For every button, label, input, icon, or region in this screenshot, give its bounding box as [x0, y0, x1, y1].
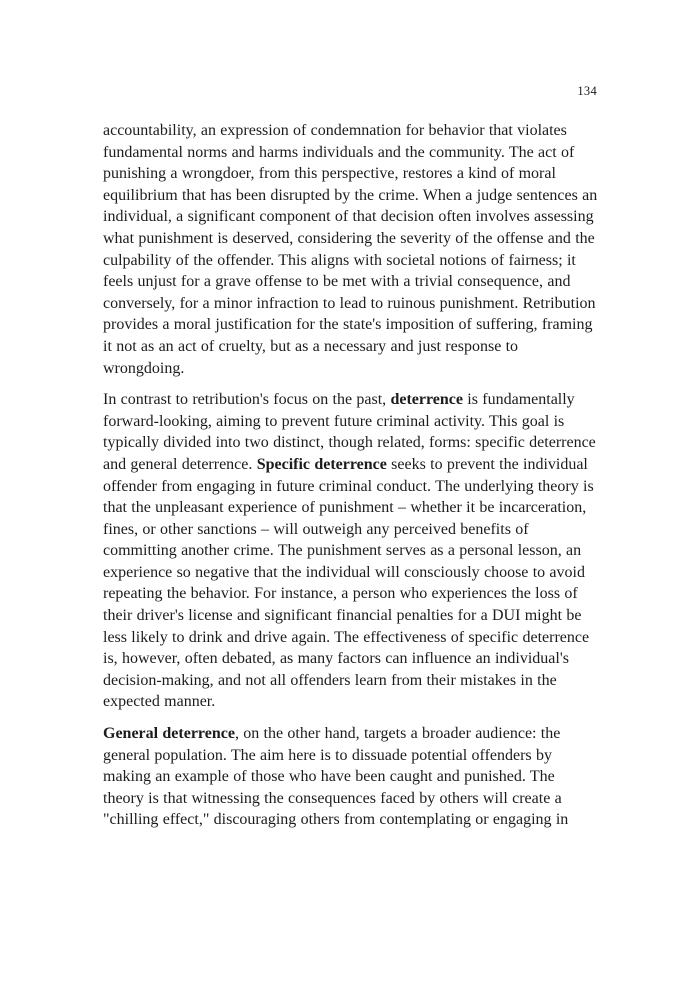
paragraph	[103, 389, 599, 713]
page-number: 134	[577, 84, 597, 98]
bold-text-run: deterrence	[390, 391, 463, 409]
paragraph	[103, 120, 599, 379]
bold-text-run: Specific deterrence	[256, 455, 387, 473]
paragraph	[103, 723, 599, 831]
text-run: In contrast to retribution's focus on the past,	[103, 391, 391, 409]
text-run: , on the other hand, targets a broader audience: the general population. The aim here is to dissuade potential offenders by making an example of those who have been caught and punished. The theory is that witnessing the consequences faced by others will create a "chilling effect," discouraging others from contemplating or engaging in	[103, 725, 569, 829]
text-run: seeks to prevent the individual offender from engaging in future criminal conduct. The underlying theory is that the unpleasant experience of punishment – whether it be incarceration, fines, or other sanctions – will outweigh any perceived benefits of committing another crime. The punishment serves as a personal lesson, an experience so negative that the individual will consciously choose to avoid repeating the behavior. For instance, a person who experiences the loss of their driver's license and significant financial penalties for a DUI might be less likely to drink and drive again. The effectiveness of specific deterrence is, however, often debated, as many factors can influence an individual's decision-making, and not all offenders learn from their mistakes in the expected manner.	[103, 455, 594, 711]
text-run: is fundamentally forward-looking, aiming to prevent future criminal activity. This goal is typically divided into two distinct, though related, forms: specific deterrence and general deterrence.	[103, 391, 596, 473]
page-content	[103, 120, 599, 841]
text-run: accountability, an expression of condemnation for behavior that violates fundamental norms and harms individuals and the community. The act of punishing a wrongdoer, from this perspective, restores a kind of moral equilibrium that has been disrupted by the crime. When a judge sentences an individual, a significant component of that decision often involves assessing what punishment is deserved, considering the severity of the offense and the culpability of the offender. This aligns with societal notions of fairness; it feels unjust for a grave offense to be met with a trivial consequence, and conversely, for a minor infraction to lead to ruinous punishment. Retribution provides a moral justification for the state's imposition of suffering, framing it not as an act of cruelty, but as a necessary and just response to wrongdoing.	[103, 122, 598, 377]
bold-text-run: General deterrence	[103, 725, 235, 743]
